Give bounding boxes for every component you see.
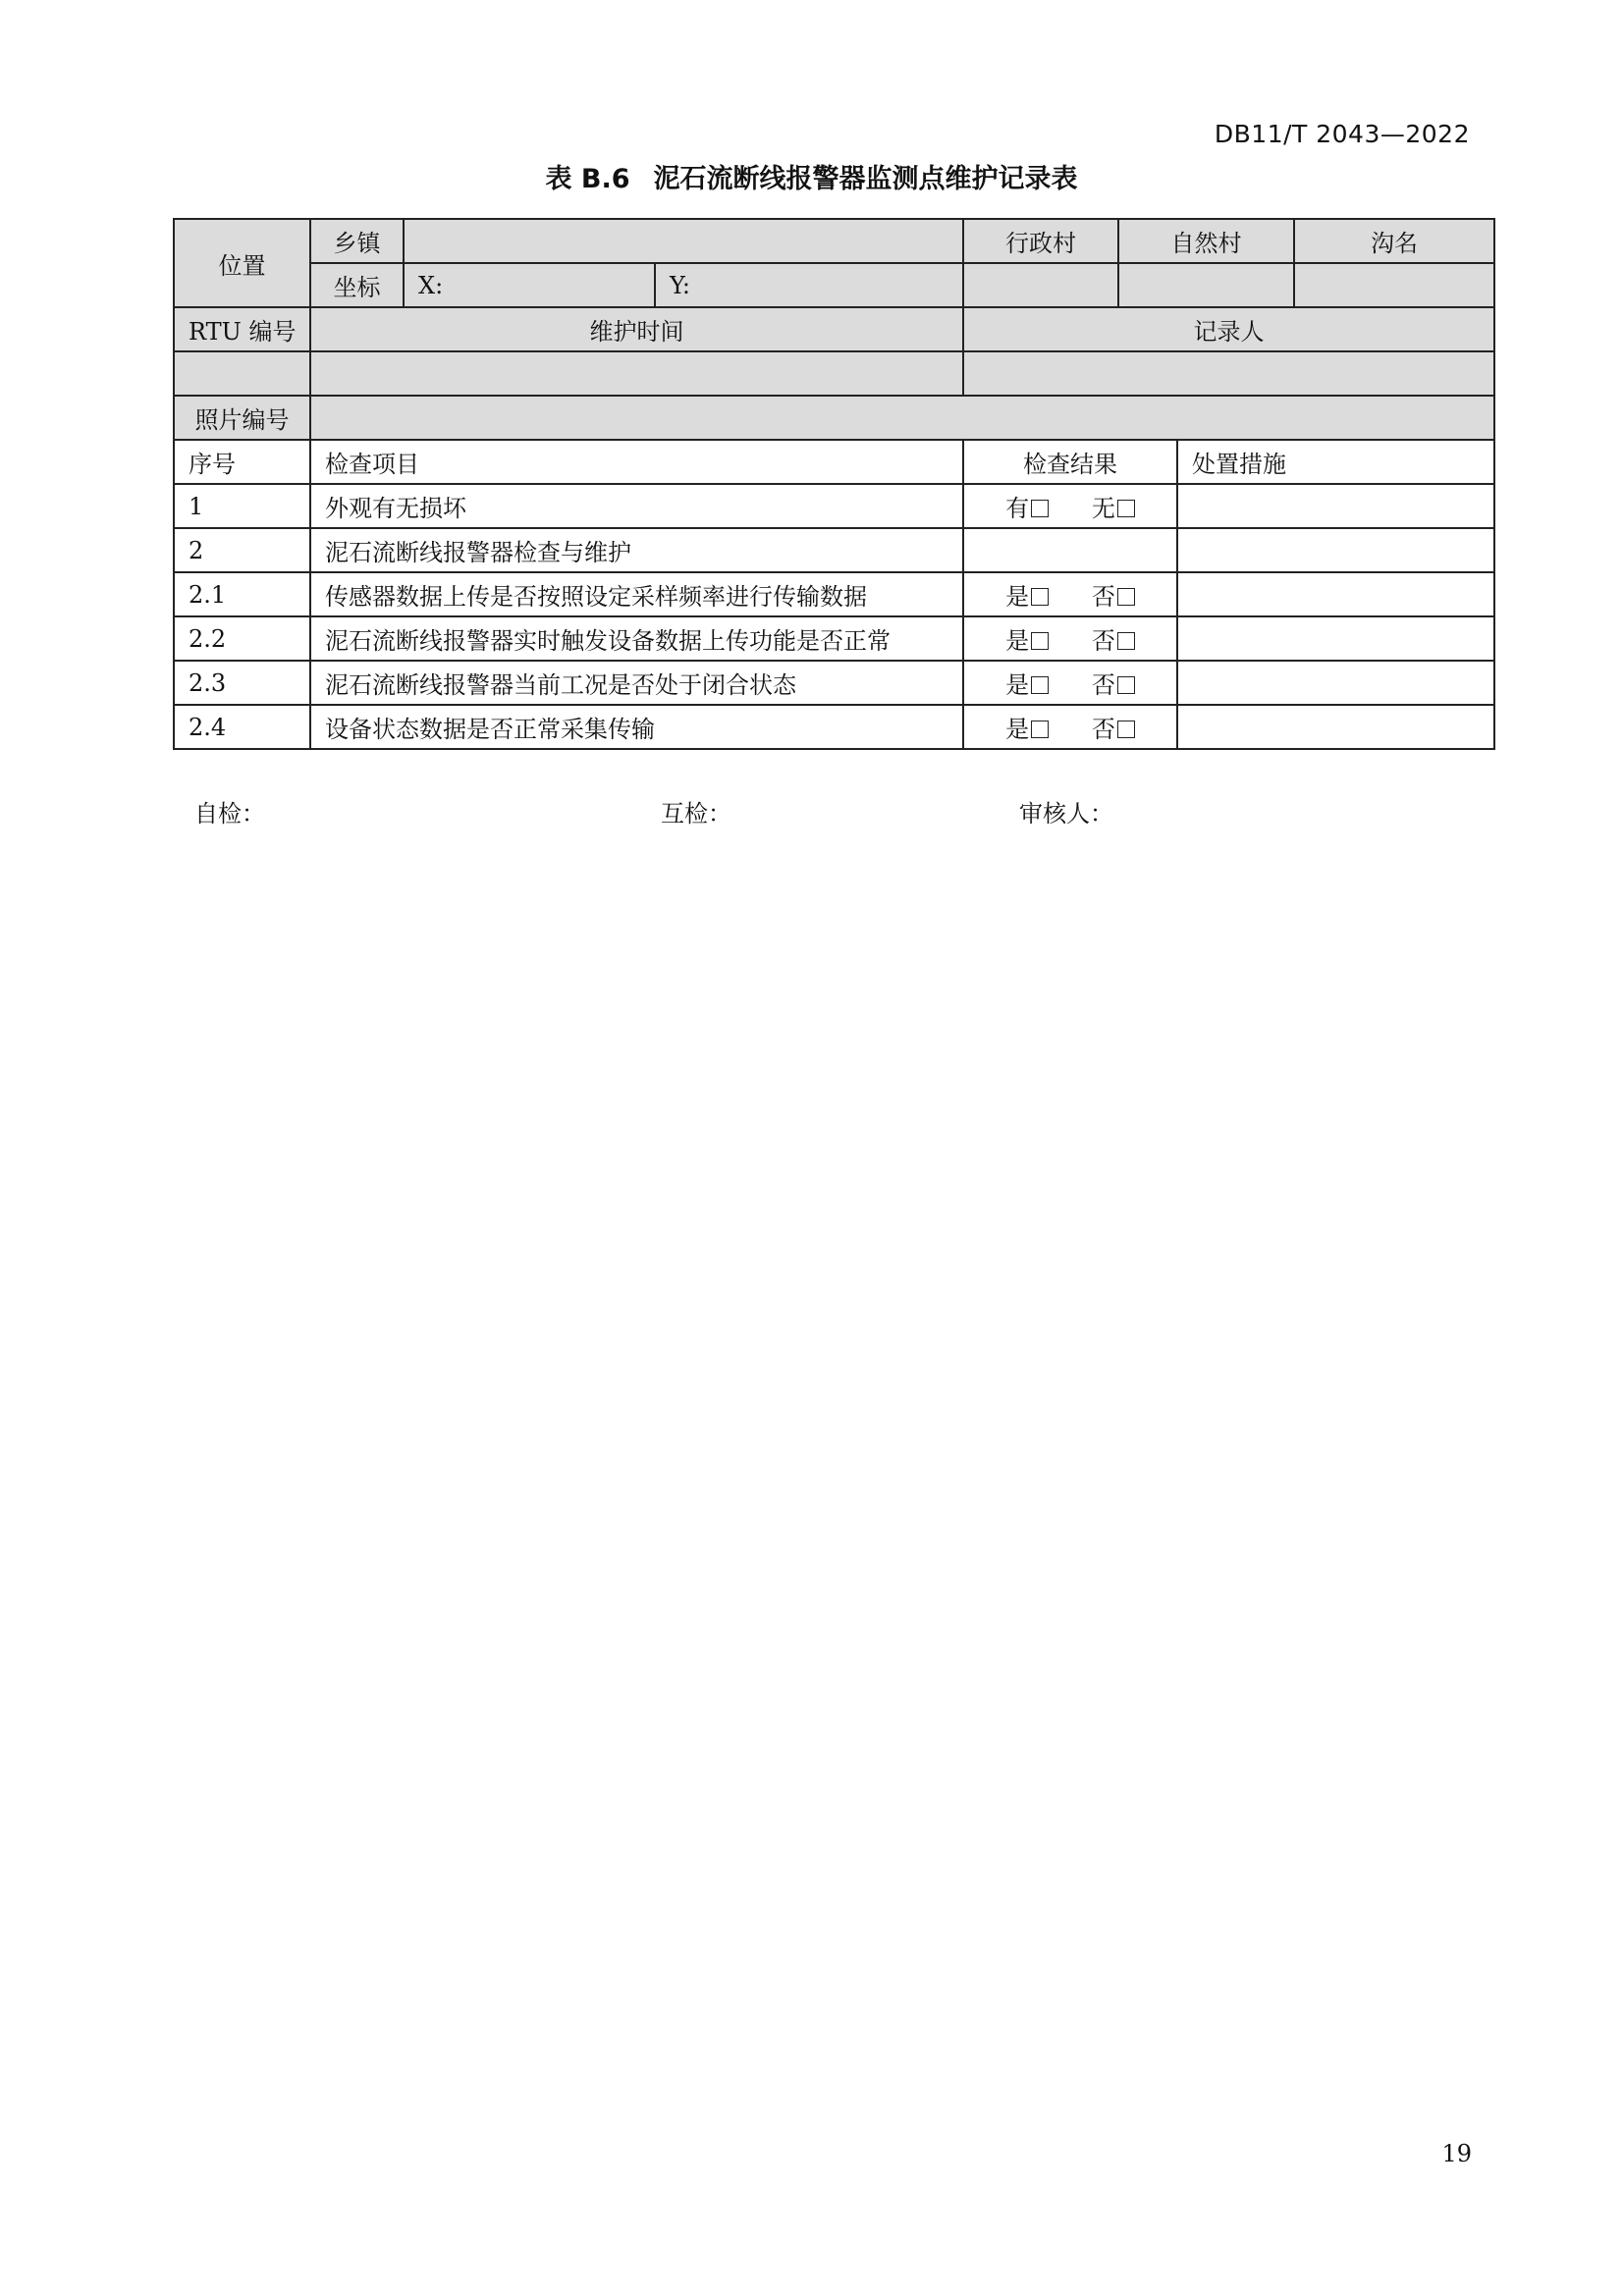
photo-row: [174, 396, 1494, 440]
checkbox-icon[interactable]: [1031, 500, 1049, 517]
check-result-header: 检查结果: [963, 440, 1177, 484]
rtu-number-value[interactable]: [174, 351, 310, 396]
recorder-label: 记录人: [963, 307, 1494, 351]
coordinate-label: 坐标: [310, 263, 404, 307]
row-item: 传感器数据上传是否按照设定采样频率进行传输数据: [310, 572, 963, 616]
row-result: [963, 484, 1177, 528]
maintenance-time-value[interactable]: [310, 351, 963, 396]
row-seq: 2.3: [174, 661, 310, 705]
row-item: 设备状态数据是否正常采集传输: [310, 705, 963, 749]
admin-village-value[interactable]: [963, 263, 1118, 307]
rtu-number-label: RTU 编号: [174, 307, 310, 351]
recorder-value[interactable]: [963, 351, 1494, 396]
row-measure[interactable]: [1177, 616, 1494, 661]
checkbox-icon[interactable]: [1117, 676, 1135, 694]
mutual-check-label: 互检：: [661, 800, 731, 828]
photo-number-label: 照片编号: [174, 396, 310, 440]
row-result: [963, 572, 1177, 616]
seq-header: 序号: [174, 440, 310, 484]
option-label: 有: [1005, 495, 1030, 522]
self-check-label: 自检：: [194, 800, 265, 828]
row-measure[interactable]: [1177, 484, 1494, 528]
township-value[interactable]: [404, 219, 963, 263]
check-header-row: [174, 440, 1494, 484]
reviewer-label: 审核人：: [1019, 800, 1113, 828]
row-item: 泥石流断线报警器实时触发设备数据上传功能是否正常: [310, 616, 963, 661]
document-code: DB11/T 2043—2022: [1214, 120, 1470, 148]
measure-header: 处置措施: [1177, 440, 1494, 484]
photo-number-value[interactable]: [310, 396, 1494, 440]
option-label: 是: [1005, 583, 1030, 611]
row-measure[interactable]: [1177, 572, 1494, 616]
table-row: [174, 616, 1494, 661]
row-measure[interactable]: [1177, 528, 1494, 572]
table-row: [174, 705, 1494, 749]
rtu-header-row: [174, 307, 1494, 351]
checkbox-icon[interactable]: [1117, 632, 1135, 650]
maintenance-time-label: 维护时间: [310, 307, 963, 351]
option-label: 无: [1091, 495, 1115, 522]
township-label: 乡镇: [310, 219, 404, 263]
checkbox-icon[interactable]: [1031, 588, 1049, 606]
checkbox-icon[interactable]: [1031, 676, 1049, 694]
table-title-text: 泥石流断线报警器监测点维护记录表: [653, 164, 1078, 194]
option-label: 否: [1091, 627, 1115, 655]
rtu-value-row: [174, 351, 1494, 396]
row-result: [963, 528, 1177, 572]
checkbox-icon[interactable]: [1117, 721, 1135, 738]
row-seq: 2.4: [174, 705, 310, 749]
checkbox-icon[interactable]: [1031, 632, 1049, 650]
page-number: 19: [1441, 2140, 1472, 2167]
admin-village-label: 行政村: [963, 219, 1118, 263]
checkbox-icon[interactable]: [1117, 500, 1135, 517]
check-item-header: 检查项目: [310, 440, 963, 484]
option-label: 否: [1091, 583, 1115, 611]
table-row: [174, 661, 1494, 705]
row-measure[interactable]: [1177, 661, 1494, 705]
row-item: 外观有无损坏: [310, 484, 963, 528]
row-item: 泥石流断线报警器当前工况是否处于闭合状态: [310, 661, 963, 705]
table-row: [174, 572, 1494, 616]
y-coordinate-field[interactable]: Y:: [655, 263, 963, 307]
checkbox-icon[interactable]: [1031, 721, 1049, 738]
table-row: [174, 528, 1494, 572]
table-number: 表 B.6: [545, 164, 630, 194]
location-label: 位置: [174, 219, 310, 307]
option-label: 是: [1005, 716, 1030, 743]
x-coordinate-field[interactable]: X:: [404, 263, 655, 307]
maintenance-record-table: [173, 218, 1495, 750]
row-measure[interactable]: [1177, 705, 1494, 749]
option-label: 是: [1005, 671, 1030, 699]
checkbox-icon[interactable]: [1117, 588, 1135, 606]
location-row-2: [174, 263, 1494, 307]
row-seq: 2: [174, 528, 310, 572]
option-label: 是: [1005, 627, 1030, 655]
option-label: 否: [1091, 671, 1115, 699]
natural-village-label: 自然村: [1118, 219, 1294, 263]
option-label: 否: [1091, 716, 1115, 743]
row-seq: 1: [174, 484, 310, 528]
row-item: 泥石流断线报警器检查与维护: [310, 528, 963, 572]
row-seq: 2.1: [174, 572, 310, 616]
row-result: [963, 705, 1177, 749]
table-title: [0, 157, 1623, 195]
table-row: [174, 484, 1494, 528]
row-result: [963, 661, 1177, 705]
gully-name-value[interactable]: [1294, 263, 1494, 307]
natural-village-value[interactable]: [1118, 263, 1294, 307]
row-seq: 2.2: [174, 616, 310, 661]
gully-name-label: 沟名: [1294, 219, 1494, 263]
row-result: [963, 616, 1177, 661]
location-row-1: [174, 219, 1494, 263]
